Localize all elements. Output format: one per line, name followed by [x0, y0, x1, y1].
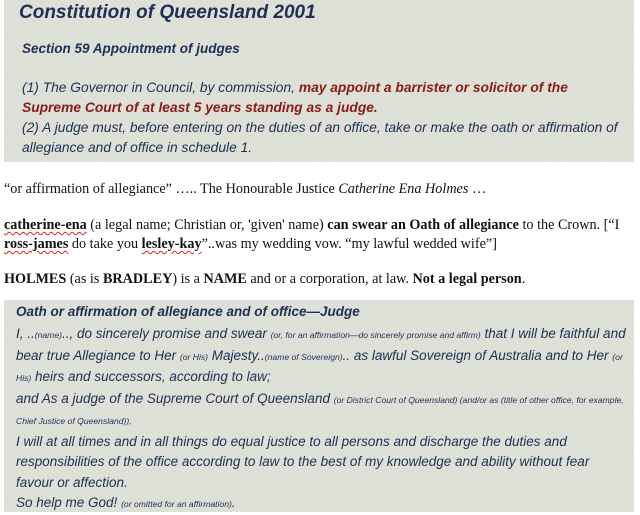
oath-segment: and As a judge of the Supreme Court of Queensland [16, 390, 334, 406]
oath-segment: .., do sincerely promise and swear [62, 326, 271, 341]
subsection-2: (2) A judge must, before entering on the duties of an office, take or make the oath or affirmation of allegiance and of office in schedule 1. [22, 120, 618, 155]
emphasis-text: Not a legal person [412, 271, 522, 287]
subsection-1 [22, 78, 624, 118]
section-heading: Section 59 Appointment of judges [22, 41, 240, 56]
oath-heading: Oath or affirmation of allegiance and of office—Judge [16, 304, 360, 319]
emphasis-text: NAME [203, 271, 247, 287]
commentary-text: ”..was my wedding vow. “my lawful wedded wife”] [201, 236, 497, 252]
subsection-1-text: (1) The Governor in Council, by commission, [22, 80, 299, 95]
given-name: ross-james [4, 236, 69, 252]
oath-note: (or His) [179, 351, 209, 362]
oath-segment: So help me God! [16, 495, 122, 510]
commentary-text: (a legal name; Christian or, 'given' name) [86, 217, 328, 233]
document-title: Constitution of Queensland 2001 [19, 2, 316, 23]
oath-segment: .. as lawful Sovereign of Australia and to Her [342, 347, 613, 363]
commentary-text: and or a corporation, at law. [246, 271, 413, 287]
oath-segment: I will at all times and in all things do equal justice to all persons and discharge the duties and responsibilities of the office according to law to the best of my knowledge and ability without fear favour or affection. [16, 433, 590, 490]
subsection-1-highlight: may appoint a barrister or solicitor of the Supreme Court of at least 5 years standing as a judge. [22, 80, 568, 115]
given-name: lesley-kay [141, 236, 202, 252]
oath-note: (or omitted for an affirmation) [121, 499, 232, 509]
commentary-line-1 [4, 180, 634, 199]
emphasis-text: HOLMES [4, 271, 67, 287]
oath-segment: I, .. [16, 326, 35, 341]
oath-text [16, 324, 626, 515]
commentary-paragraph-2 [4, 216, 634, 254]
commentary-text: … [468, 181, 487, 197]
oath-segment: Majesty.. [208, 347, 265, 363]
commentary-text: (as is [66, 271, 103, 287]
oath-segment: . [231, 495, 236, 510]
commentary-text: do take you [68, 236, 142, 252]
commentary-text: “or affirmation of allegiance” ….. The Honourable Justice [4, 181, 339, 197]
oath-note: (or District Court of Queensland) (and/or as (title of other office, for example, Chief Justice of Queensland)), [16, 394, 624, 426]
oath-note: (or His) [16, 351, 623, 383]
given-name: catherine-ena [4, 217, 87, 233]
justice-name: Catherine Ena Holmes [338, 181, 469, 197]
commentary-text: to the Crown. [“I [518, 217, 620, 233]
oath-note: (name of Sovereign) [264, 351, 343, 362]
oath-note: (or, for an affirmation—do sincerely promise and affirm) [270, 330, 481, 340]
commentary-text: ) is a [172, 271, 204, 287]
emphasis-text: BRADLEY [102, 271, 173, 287]
oath-segment: heirs and successors, according to law; [31, 369, 271, 384]
emphasis-text: can swear an Oath of allegiance [327, 217, 519, 233]
commentary-line-3 [4, 270, 634, 289]
commentary-text: . [521, 271, 526, 287]
oath-segment: that I will be faithful and bear true Allegiance to Her [16, 326, 626, 363]
oath-note: (name) [34, 330, 62, 340]
